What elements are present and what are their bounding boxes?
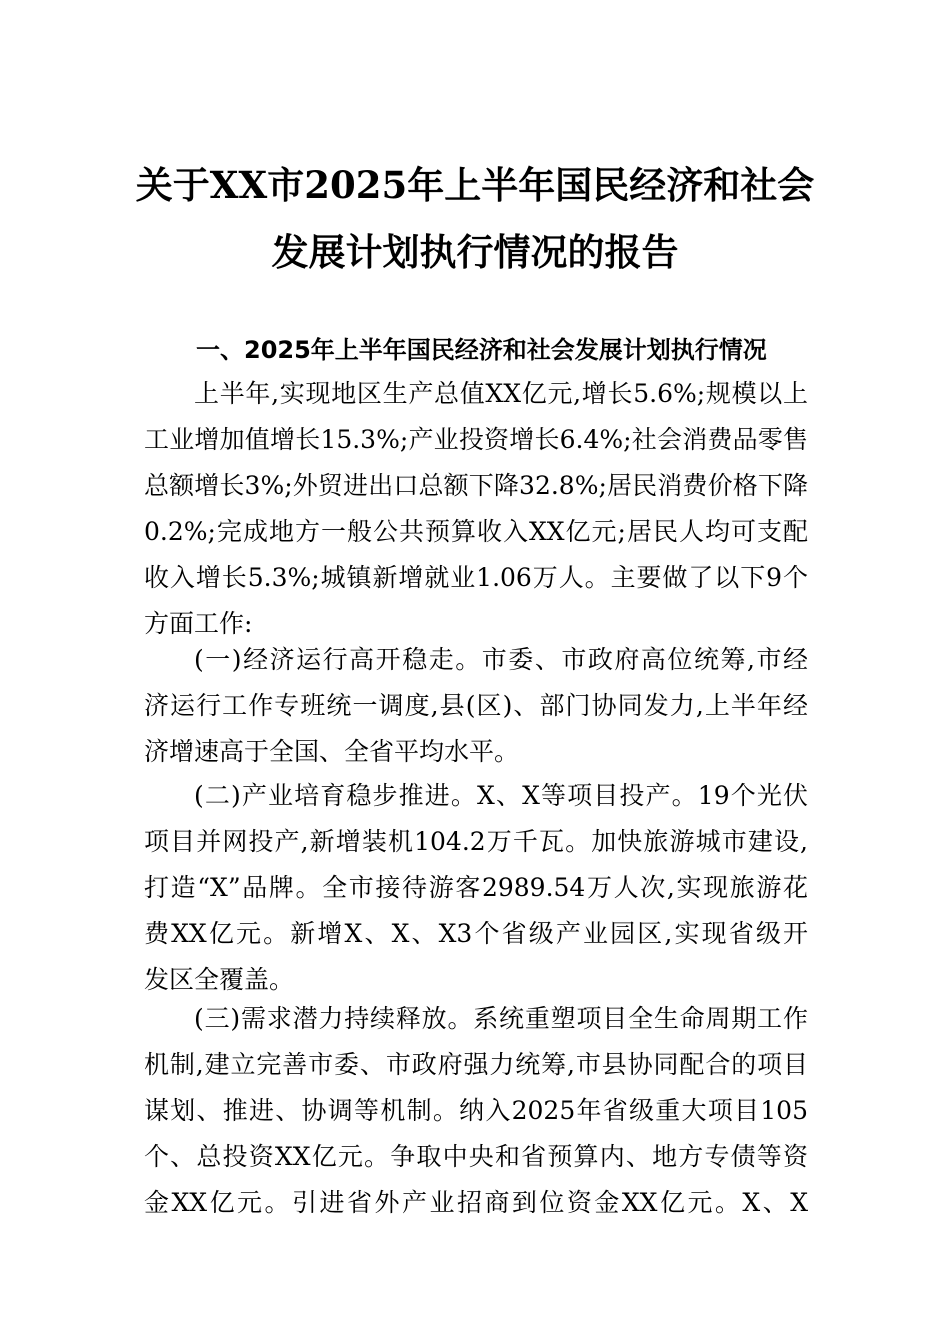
paragraph-line: (一)经济运行高开稳走。市委、市政府高位统筹,市经	[194, 645, 808, 674]
paragraph-line: 金XX亿元。引进省外产业招商到位资金XX亿元。X、X	[144, 1188, 808, 1217]
paragraph-line: (二)产业培育稳步推进。X、X等项目投产。19个光伏	[194, 781, 808, 810]
paragraph-line: 总额增长3%;外贸进出口总额下降32.8%;居民消费价格下降	[144, 471, 808, 500]
paragraph-item-3	[144, 996, 808, 1226]
paragraph-summary	[144, 371, 808, 647]
paragraph-line: 项目并网投产,新增装机104.2万千瓦。加快旅游城市建设,	[144, 827, 808, 856]
report-title-line-2: 发展计划执行情况的报告	[271, 230, 679, 274]
paragraph-line: 收入增长5.3%;城镇新增就业1.06万人。主要做了以下9个	[144, 563, 808, 592]
paragraph-line: 方面工作:	[144, 609, 253, 638]
paragraph-item-1	[144, 637, 808, 775]
paragraph-line: 济增速高于全国、全省平均水平。	[144, 737, 520, 766]
paragraph-line: 机制,建立完善市委、市政府强力统筹,市县协同配合的项目	[144, 1050, 808, 1079]
paragraph-item-2	[144, 773, 808, 1003]
paragraph-line: 济运行工作专班统一调度,县(区)、部门协同发力,上半年经	[144, 691, 808, 720]
paragraph-line: 上半年,实现地区生产总值XX亿元,增长5.6%;规模以上	[194, 379, 808, 408]
paragraph-line: 发区全覆盖。	[144, 965, 295, 994]
paragraph-line: (三)需求潜力持续释放。系统重塑项目全生命周期工作	[194, 1004, 808, 1033]
paragraph-line: 打造“X”品牌。全市接待游客2989.54万人次,实现旅游花	[144, 873, 808, 902]
paragraph-line: 工业增加值增长15.3%;产业投资增长6.4%;社会消费品零售	[144, 425, 808, 454]
paragraph-line: 谋划、推进、协调等机制。纳入2025年省级重大项目105	[144, 1096, 808, 1125]
section-heading: 一、2025年上半年国民经济和社会发展计划执行情况	[196, 336, 767, 364]
report-title-line-1: 关于XX市2025年上半年国民经济和社会	[135, 163, 815, 207]
paragraph-line: 费XX亿元。新增X、X、X3个省级产业园区,实现省级开	[144, 919, 808, 948]
paragraph-line: 0.2%;完成地方一般公共预算收入XX亿元;居民人均可支配	[144, 517, 808, 546]
paragraph-line: 个、总投资XX亿元。争取中央和省预算内、地方专债等资	[144, 1142, 808, 1171]
